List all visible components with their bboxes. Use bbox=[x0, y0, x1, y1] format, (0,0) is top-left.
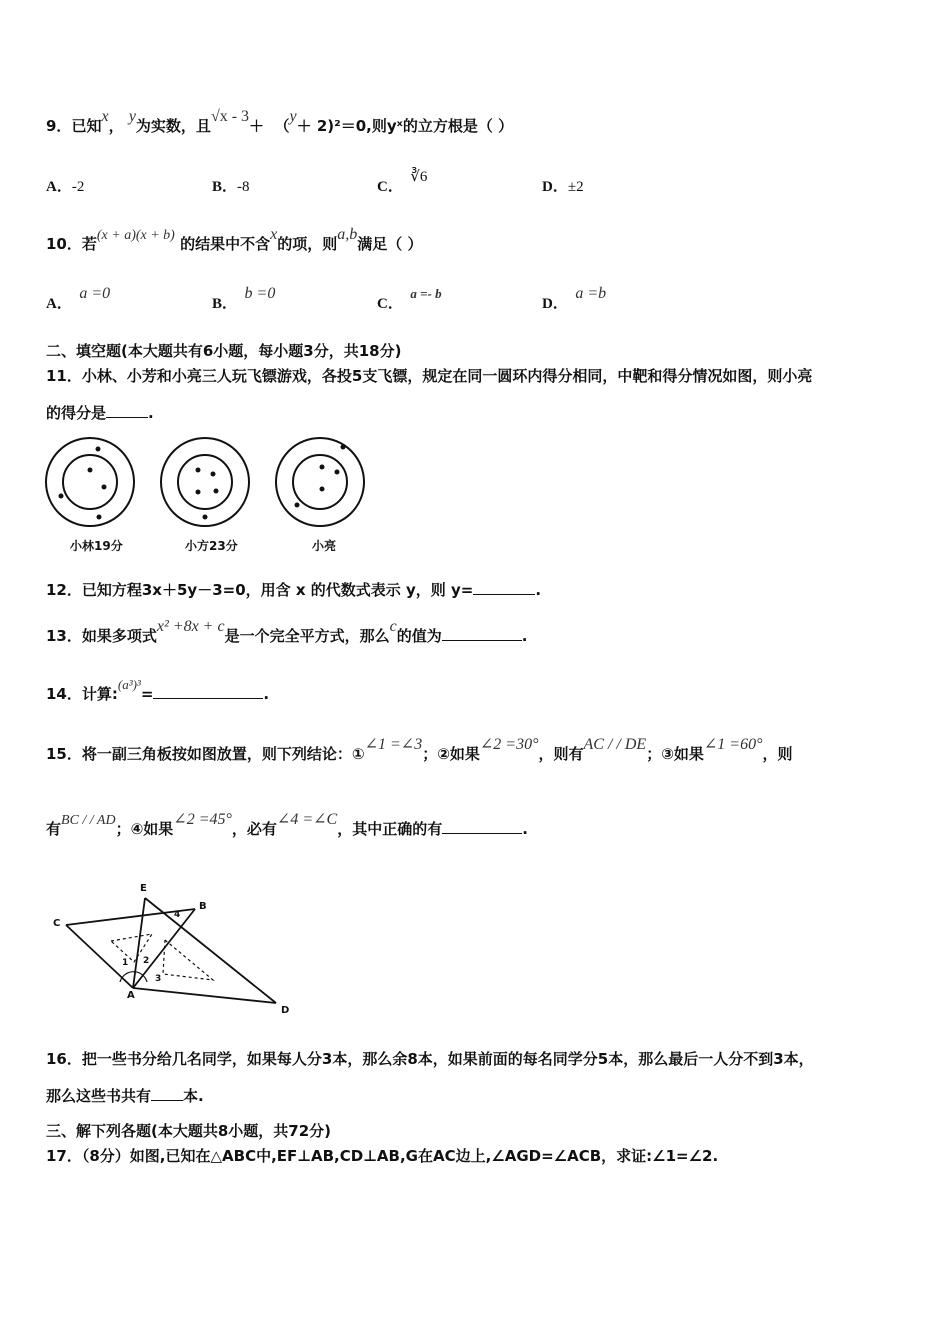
question-15: 15．将一副三角板按如图放置，则下列结论：①∠1 =∠3；②如果∠2 =30°，则有AC / / DE；③如果∠1 =60°，则 bbox=[46, 736, 793, 763]
dartboard-xiaolin bbox=[46, 438, 134, 526]
question-10: 10．若(x + a)(x + b) 的结果中不含x的项，则a,b满足（ ） bbox=[46, 226, 423, 253]
question-17: 17．（8分）如图,已知在△ABC中,EF⊥AB,CD⊥AB,G在AC边上,∠AGD=∠ACB，求证:∠1=∠2. bbox=[46, 1147, 719, 1165]
section-2-heading: 二、填空题(本大题共有6小题，每小题3分，共18分) bbox=[46, 342, 402, 360]
question-14: 14．计算:(a³)³= . bbox=[46, 677, 270, 703]
option-b: -8 bbox=[237, 179, 250, 195]
option-c: ∛6 bbox=[410, 169, 428, 185]
option-d: ±2 bbox=[567, 179, 584, 195]
caption-xiaoliang: 小亮 bbox=[312, 539, 337, 553]
question-12: 12．已知方程3x＋5y－3=0，用含 x 的代数式表示 y，则 y= . bbox=[46, 581, 542, 599]
question-16: 16．把一些书分给几名同学，如果每人分3本，那么余8本，如果前面的每名同学分5本，那么最后一人分不到3本， bbox=[46, 1050, 814, 1068]
caption-xiaolin: 小林19分 bbox=[70, 539, 123, 553]
exam-page: 9．已知x， y为实数，且√x - 3＋ （y＋ 2)²＝0,则yˣ的立方根是（ ） A．-2 B．-8 C． ∛6 D．±2 10．若(x + a)(x + b) 的结果中不含x的项，则a,b满足（ ） A． a =0 B． b =0 C． a =- b D． a =b 二、填空题(本大题共有6小题，每小题3分，共18分) 11．小林、小芳和小亮三人玩飞镖游戏，各投5支飞镖，规定在同一圆环内得分相同，中靶和得分情况如图，则小亮 的得分是 . 小林19分 小方23分 小亮 12．已知方程3x＋5y－3=0，用含 x 的代数式表示 y，则 y= . 13．如果多项式x² +8x + c是一个完全平方式，那么c的值为 . 14．计算:(a³)³= . 15．将一副三角板按如图放置，则下列结论：①∠1 =∠3；②如果∠2 =30°，则有AC / / DE；③如果∠1 =60°，则 有BC / / AD；④如果∠2 =45°，必有∠4 =∠C，其中正确的有 . E B C A D 1 2 3 4 16．把一些书分给几名同学，如果每人分3本，那么余8本，如果前面的每名同学分5本，那么最后一人分不到3本， 那么这些书共有 本. 三、解下列各题(本大题共8小题，共72分) 17．（8分）如图,已知在△ABC中,EF⊥AB,CD⊥AB,G在AC边上,∠AGD=∠ACB，求证:∠1=∠2. bbox=[0, 0, 950, 1344]
question-13: 13．如果多项式x² +8x + c是一个完全平方式，那么c的值为 . bbox=[46, 618, 528, 645]
question-9: 9．已知x， y为实数，且√x - 3＋ （y＋ 2)²＝0,则yˣ的立方根是（ ） bbox=[46, 108, 514, 135]
section-3-heading: 三、解下列各题(本大题共8小题，共72分) bbox=[46, 1122, 332, 1140]
caption-xiaofang: 小方23分 bbox=[185, 539, 238, 553]
question-11: 11．小林、小芳和小亮三人玩飞镖游戏，各投5支飞镖，规定在同一圆环内得分相同，中靶和得分情况如图，则小亮 bbox=[46, 367, 813, 385]
triangle-figure bbox=[66, 898, 276, 1003]
dartboard-xiaofang bbox=[161, 438, 249, 526]
option-a: -2 bbox=[71, 179, 85, 195]
dartboard-xiaoliang bbox=[276, 438, 364, 526]
